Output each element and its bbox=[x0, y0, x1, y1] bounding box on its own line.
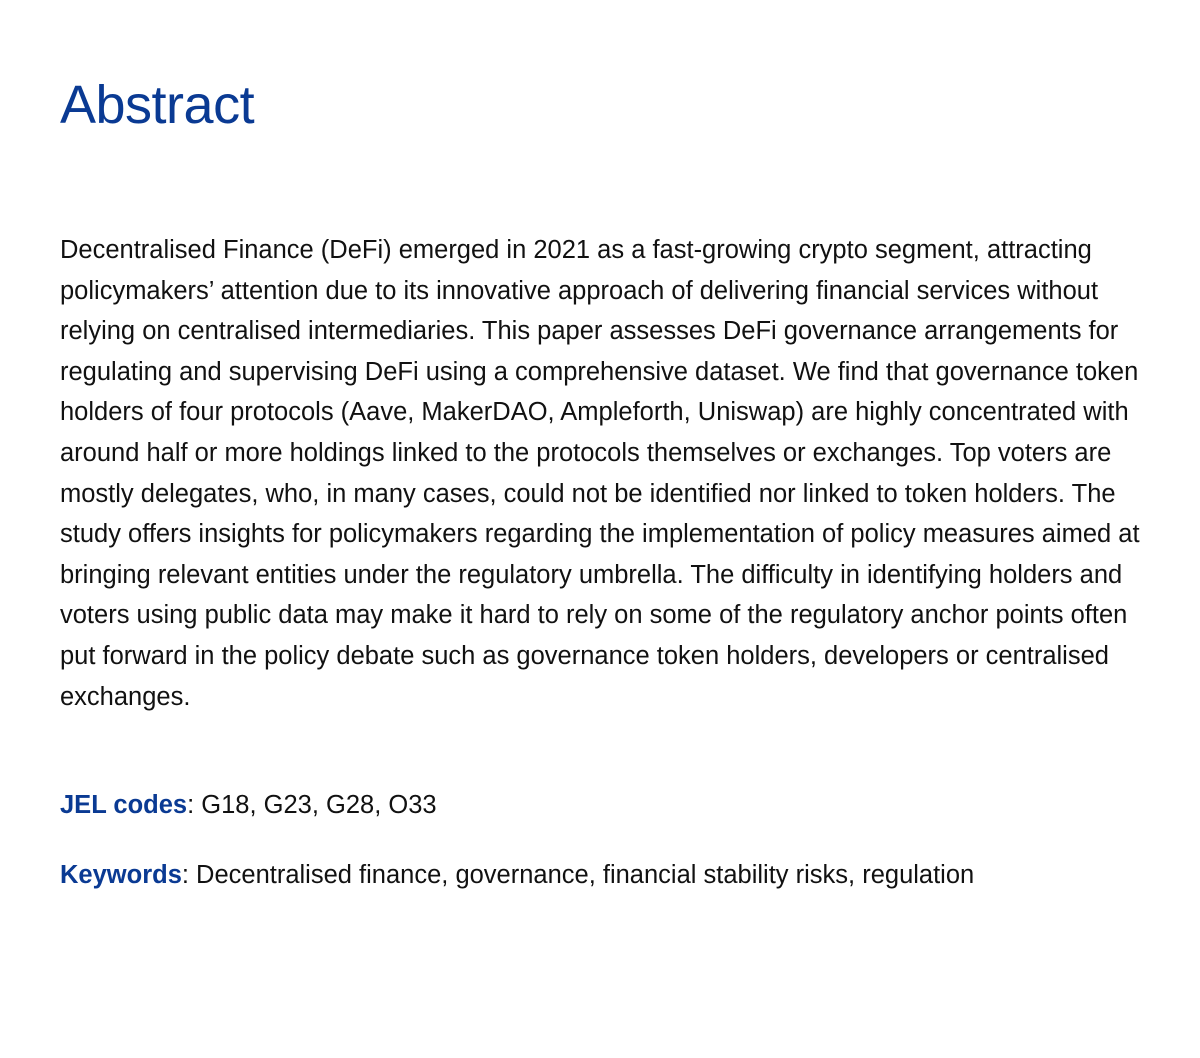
keywords-label: Keywords bbox=[60, 861, 182, 889]
jel-codes-value: G18, G23, G28, O33 bbox=[201, 791, 437, 819]
keywords-value: Decentralised finance, governance, financial stability risks, regulation bbox=[196, 861, 975, 889]
jel-codes-label: JEL codes bbox=[60, 791, 188, 819]
abstract-paragraph: Decentralised Finance (DeFi) emerged in 2021 as a fast-growing crypto segment, attracting policymakers’ attention due to its innovative approach of delivering financial services without relying on centralised intermediaries. This paper assesses DeFi governance arrangements for regulating and supervising DeFi using a comprehensive dataset. We find that governance token holders of four protocols (Aave, MakerDAO, Ampleforth, Uniswap) are highly concentrated with around half or more holdings linked to the protocols themselves or exchanges. Top voters are mostly delegates, who, in many cases, could not be identified nor linked to token holders. The study offers insights for policymakers regarding the implementation of policy measures aimed at bringing relevant entities under the regulatory umbrella. The difficulty in identifying holders and voters using public data may make it hard to rely on some of the regulatory anchor points often put forward in the policy debate such as governance token holders, developers or centralised exchanges. bbox=[60, 236, 1140, 711]
jel-codes-separator: : bbox=[187, 791, 202, 819]
keywords-line bbox=[60, 855, 974, 895]
section-title: Abstract bbox=[60, 75, 255, 135]
jel-codes-line bbox=[60, 785, 437, 825]
keywords-separator: : bbox=[181, 861, 197, 889]
